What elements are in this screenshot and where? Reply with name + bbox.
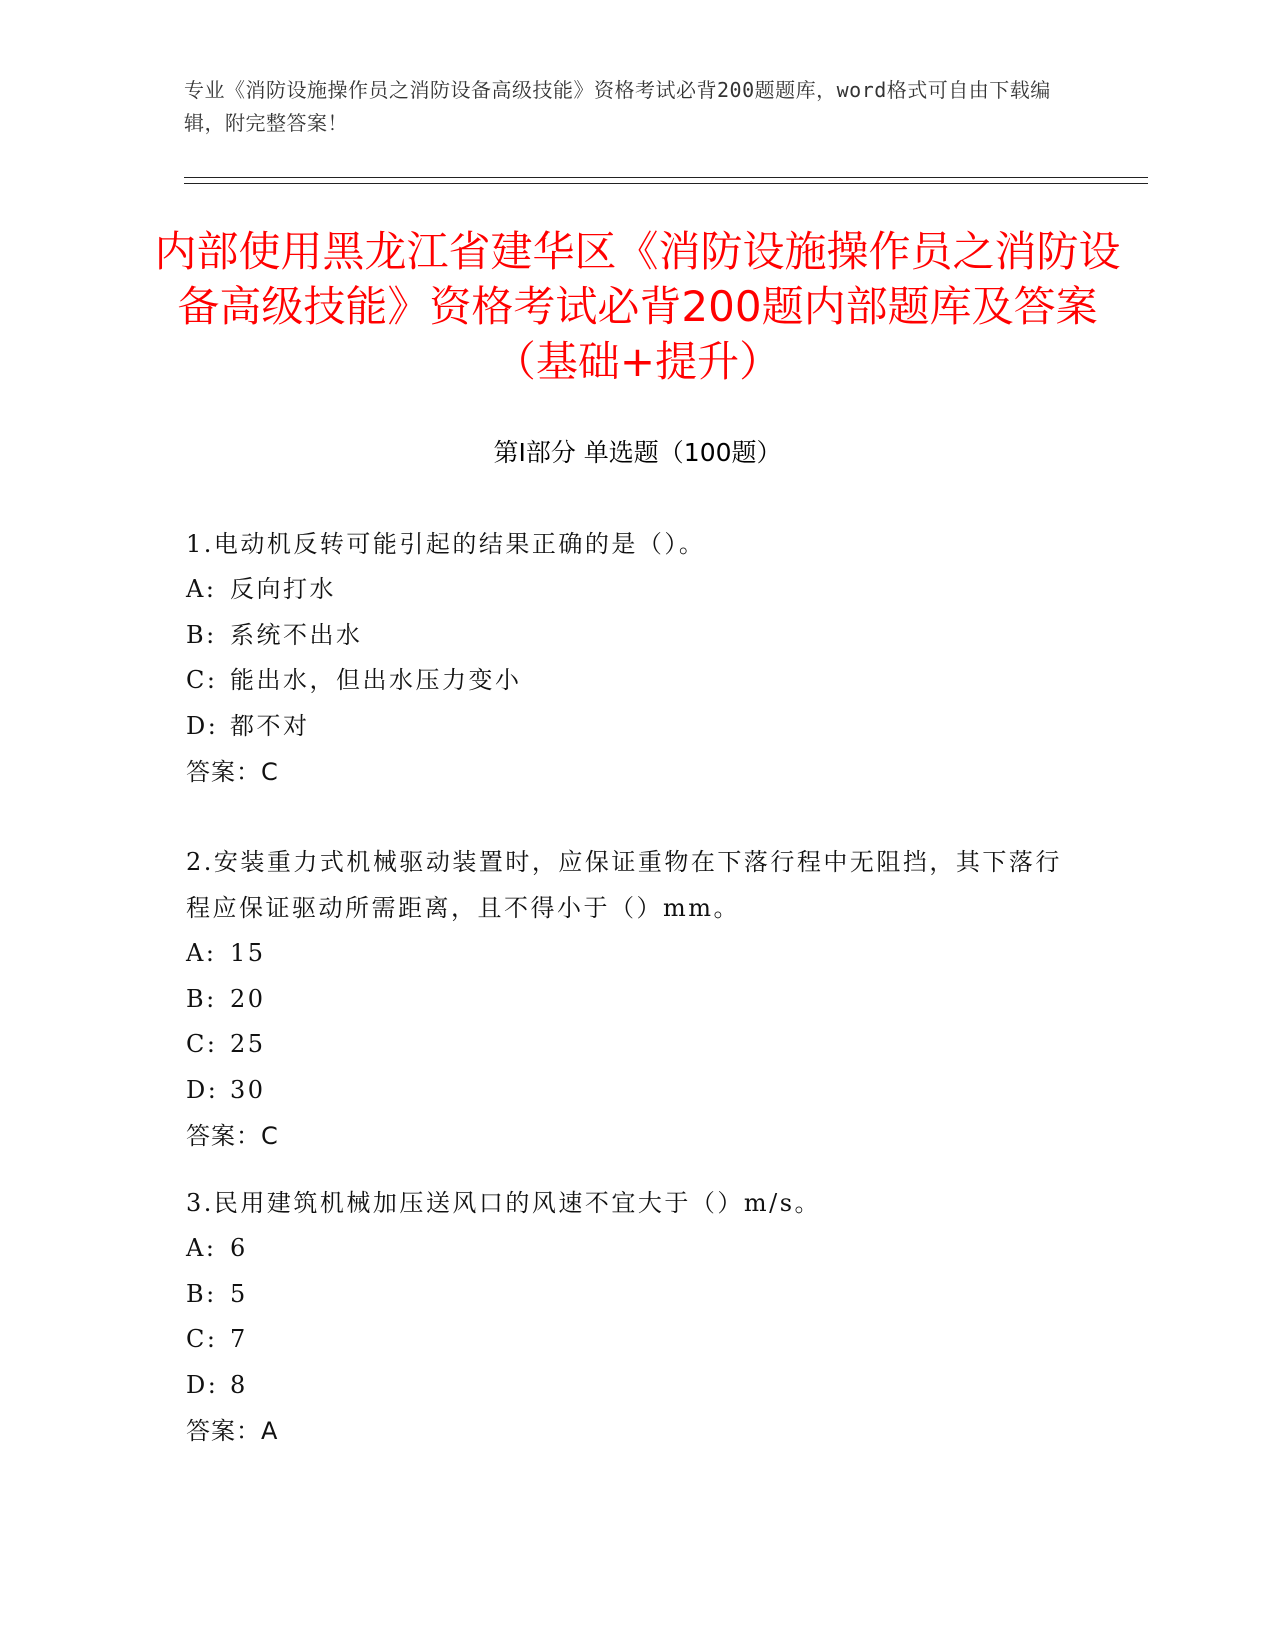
option-a xyxy=(186,1226,1066,1272)
option-key: C: xyxy=(186,1325,218,1353)
header-note: 专业《消防设施操作员之消防设备高级技能》资格考试必背200题题库，word格式可自由下载编辑，附完整答案！ xyxy=(184,78,1051,135)
option-text: 7 xyxy=(230,1325,248,1353)
question-stem: 1.电动机反转可能引起的结果正确的是（）。 xyxy=(186,530,706,558)
answer: 答案：A xyxy=(186,1417,279,1445)
option-key: A: xyxy=(186,939,217,967)
option-d xyxy=(186,1363,1066,1409)
option-key: D: xyxy=(186,1370,219,1399)
option-text: 6 xyxy=(230,1234,248,1262)
option-text: 5 xyxy=(230,1279,248,1308)
option-a xyxy=(186,567,1066,613)
option-key: B: xyxy=(186,984,217,1013)
option-d xyxy=(186,1068,1066,1114)
answer: 答案：C xyxy=(186,758,279,786)
question-3 xyxy=(186,1180,1066,1454)
answer: 答案：C xyxy=(186,1122,279,1150)
option-b xyxy=(186,977,1066,1023)
option-text: 反向打水 xyxy=(230,575,336,603)
question-stem: 2.安装重力式机械驱动装置时，应保证重物在下落行程中无阻挡，其下落行程应保证驱动所需距离，且不得小于（）mm。 xyxy=(186,848,1062,922)
option-a xyxy=(186,931,1066,977)
section-title: 第Ⅰ部分 单选题（100题） xyxy=(493,438,782,467)
option-text: 25 xyxy=(230,1030,266,1058)
question-stem: 3.民用建筑机械加压送风口的风速不宜大于（）m/s。 xyxy=(186,1189,822,1217)
option-key: C: xyxy=(186,666,218,694)
question-1 xyxy=(186,521,1066,795)
option-text: 系统不出水 xyxy=(230,620,363,649)
option-key: A: xyxy=(186,575,217,603)
option-key: D: xyxy=(186,711,219,740)
option-key: C: xyxy=(186,1030,218,1058)
header-divider-bottom xyxy=(184,183,1148,184)
option-text: 能出水，但出水压力变小 xyxy=(230,666,522,694)
option-b xyxy=(186,613,1066,659)
option-text: 8 xyxy=(230,1370,248,1399)
option-text: 都不对 xyxy=(230,711,310,740)
option-key: A: xyxy=(186,1234,217,1262)
header-divider-top xyxy=(184,177,1148,178)
option-c xyxy=(186,658,1066,704)
option-text: 30 xyxy=(230,1075,266,1104)
document-title: 内部使用黑龙江省建华区《消防设施操作员之消防设备高级技能》资格考试必背200题内部题库及答案（基础+提升） xyxy=(154,227,1121,386)
option-text: 15 xyxy=(230,939,266,967)
option-key: D: xyxy=(186,1075,219,1104)
option-b xyxy=(186,1272,1066,1318)
question-2 xyxy=(186,839,1066,1159)
option-key: B: xyxy=(186,1279,217,1308)
option-key: B: xyxy=(186,620,217,649)
option-c xyxy=(186,1022,1066,1068)
option-d xyxy=(186,704,1066,750)
option-text: 20 xyxy=(230,984,266,1013)
option-c xyxy=(186,1317,1066,1363)
